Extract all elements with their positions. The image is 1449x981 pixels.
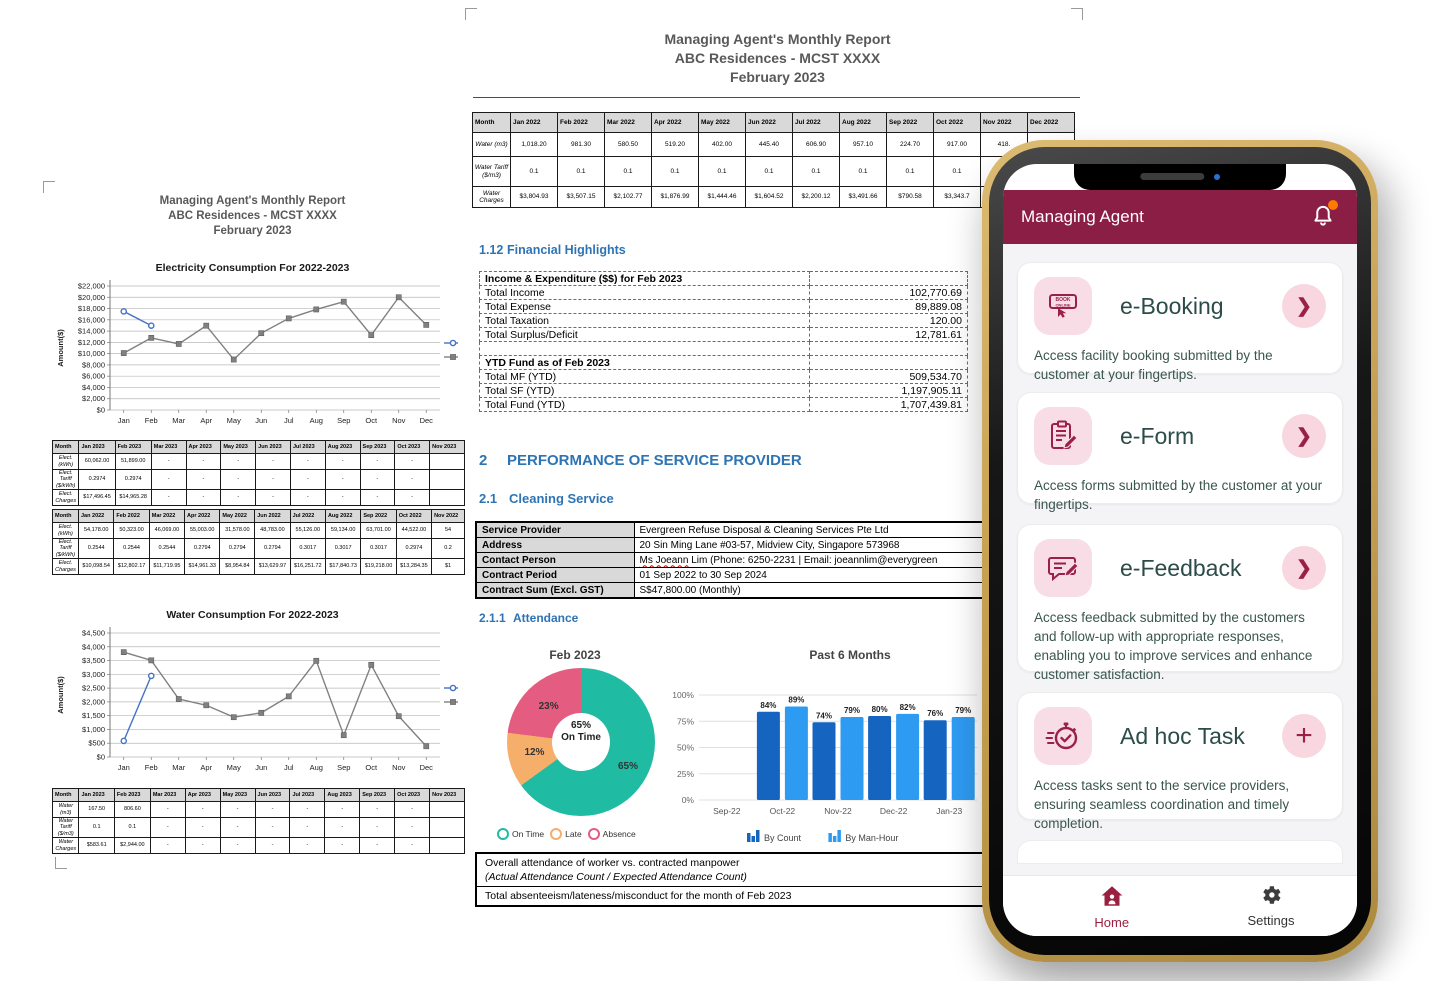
card-title: e-Feedback — [1120, 554, 1242, 581]
table-cell: 224.70 — [887, 133, 934, 157]
table-cell: 0.1 — [558, 157, 605, 187]
svg-text:Oct: Oct — [365, 416, 378, 425]
table-cell: - — [150, 802, 185, 818]
table-cell: - — [395, 838, 430, 854]
table-cell: - — [185, 802, 220, 818]
table-cell: - — [395, 490, 430, 506]
report-title: Managing Agent's Monthly Report ABC Residences - MCST XXXX February 2023 — [664, 31, 891, 85]
card-title: e-Booking — [1120, 292, 1224, 319]
svg-text:Jan-23: Jan-23 — [936, 806, 963, 816]
table-cell: $17,496.45 — [79, 490, 115, 506]
table-cell: - — [360, 818, 395, 838]
svg-text:Aug: Aug — [309, 416, 323, 425]
table-cell: - — [290, 490, 325, 506]
legend-item: Absence — [588, 828, 636, 840]
app-title: Managing Agent — [1021, 207, 1144, 226]
table-cell: 59,134.00 — [325, 523, 360, 539]
table-cell: 0.3017 — [290, 539, 325, 559]
table-cell: 957.10 — [840, 133, 887, 157]
e-booking-icon — [1034, 277, 1092, 335]
table-cell: - — [151, 470, 186, 490]
svg-text:$18,000: $18,000 — [77, 304, 105, 314]
speaker-grille — [1140, 173, 1204, 180]
table-cell: 55,126.00 — [290, 523, 325, 539]
table-cell — [430, 818, 465, 838]
table-cell: $19,218.00 — [361, 559, 396, 575]
app-content — [1003, 244, 1357, 876]
svg-text:May: May — [226, 763, 241, 772]
table-cell: 402.00 — [699, 133, 746, 157]
financial-highlights-heading: 1.12 Financial Highlights — [479, 243, 626, 257]
table-cell: - — [395, 818, 430, 838]
nav-label: Settings — [1247, 913, 1295, 928]
adhoc-task-icon — [1034, 707, 1092, 765]
app-header — [1003, 190, 1357, 244]
bottom-nav — [1003, 875, 1357, 936]
front-camera — [1214, 174, 1220, 180]
table-cell: 0.1 — [114, 818, 150, 838]
svg-text:80%: 80% — [871, 705, 888, 714]
donut-chart-title: Feb 2023 — [549, 648, 601, 662]
svg-text:Jul: Jul — [283, 763, 294, 772]
table-cell: $13,629.97 — [255, 559, 290, 575]
donut-slice-label: 23% — [538, 701, 559, 713]
notification-badge — [1328, 200, 1338, 210]
table-cell: - — [395, 454, 430, 470]
table-cell: $3,343.7 — [934, 187, 981, 208]
electricity-line-chart — [54, 276, 454, 437]
table-cell: - — [186, 454, 221, 470]
table-cell: 981.30 — [558, 133, 605, 157]
table-cell: - — [186, 470, 221, 490]
open-chevron-button[interactable]: ❯ — [1282, 284, 1326, 328]
water-chart-title: Water Consumption For 2022-2023 — [166, 609, 339, 621]
table-cell: - — [256, 470, 291, 490]
table-cell: $583.61 — [79, 838, 114, 854]
table-cell: 0.2544 — [149, 539, 184, 559]
table-cell — [430, 838, 465, 854]
phone-notch — [1074, 164, 1286, 190]
table-cell: 0.1 — [605, 157, 652, 187]
table-cell: - — [221, 470, 256, 490]
svg-text:50%: 50% — [676, 742, 694, 753]
table-cell: 0.2794 — [255, 539, 290, 559]
svg-text:By Man-Hour: By Man-Hour — [845, 833, 899, 843]
table-cell: - — [290, 802, 325, 818]
svg-text:Jan: Jan — [117, 763, 130, 772]
table-cell: 0.2794 — [185, 539, 220, 559]
table-cell: 0.2 — [432, 539, 465, 559]
table-cell: - — [395, 470, 430, 490]
svg-text:May: May — [226, 416, 241, 425]
next-card-partial — [1017, 840, 1343, 864]
table-cell: $16,251.72 — [290, 559, 325, 575]
svg-text:Apr: Apr — [200, 416, 213, 425]
table-cell: - — [290, 818, 325, 838]
svg-text:Jun: Jun — [255, 416, 268, 425]
table-cell: 46,069.00 — [149, 523, 184, 539]
table-cell: 55,003.00 — [185, 523, 220, 539]
table-cell: 60,062.00 — [79, 454, 115, 470]
table-cell: 0.2974 — [396, 539, 431, 559]
svg-text:$0: $0 — [96, 752, 105, 762]
table-cell: $14,961.33 — [185, 559, 220, 575]
svg-text:82%: 82% — [899, 702, 916, 712]
table-cell: 580.50 — [605, 133, 652, 157]
open-chevron-button[interactable]: ❯ — [1282, 546, 1326, 590]
svg-text:76%: 76% — [927, 709, 944, 719]
table-cell: - — [290, 454, 325, 470]
table-cell: - — [325, 454, 360, 470]
donut-slice-label: 12% — [524, 747, 545, 759]
svg-text:79%: 79% — [843, 706, 861, 716]
table-cell: - — [186, 490, 221, 506]
svg-text:Nov: Nov — [392, 416, 406, 425]
bar-legend-icon — [828, 830, 841, 842]
table-cell — [430, 470, 465, 490]
table-cell: - — [395, 802, 430, 818]
svg-text:Nov-22: Nov-22 — [824, 806, 852, 816]
table-cell: - — [151, 490, 186, 506]
bar-chart-title: Past 6 Months — [809, 648, 891, 662]
table-cell: 0.1 — [699, 157, 746, 187]
nav-item-home[interactable] — [1067, 883, 1157, 930]
crop-mark — [1071, 8, 1083, 20]
electricity-table-2023 — [52, 440, 465, 506]
svg-text:Dec-22: Dec-22 — [879, 806, 908, 816]
table-cell: $10,098.54 — [79, 559, 114, 575]
svg-text:0%: 0% — [681, 795, 694, 805]
svg-text:By Count: By Count — [764, 833, 802, 843]
svg-text:Jan: Jan — [117, 416, 130, 425]
table-cell: 519.20 — [652, 133, 699, 157]
table-cell: - — [150, 818, 185, 838]
month-table: Month Jan 2022 Feb 2022 Mar 2022 Apr 2022 May 2022 Jun 2022 Jul 2022 Aug 2022 Sep 2022 Oct 2022 Nov 2022 Dec 2022 Water (m3) 1,018.20 981.30 580.50 519.20 402.00 445.40 606.90 957.10 224.70 917.00 418. Water Tariff ($/m3) 0.1 0.1 0.1 0.1 0.1 0.1 0.1 0.1 0.1 0.1 Water Charges $3,804.93 $3,507.15 $2,102.77 $1,876.99 $1,444.46 $1,604.52 $2,200.12 $3,491.66 $790.58 $3,343.7 — [472, 112, 1075, 208]
table-cell: 418. — [981, 133, 1028, 157]
table-cell: - — [185, 818, 220, 838]
table-cell: 54,178.00 — [79, 523, 114, 539]
table-cell: $17,840.73 — [325, 559, 360, 575]
svg-text:Jun: Jun — [255, 763, 268, 772]
svg-text:$2,500: $2,500 — [82, 683, 105, 693]
table-cell: 50,323.00 — [114, 523, 149, 539]
card-e-form[interactable] — [1017, 392, 1343, 513]
table-cell: 0.2974 — [79, 470, 115, 490]
svg-text:Apr: Apr — [200, 763, 213, 772]
month-table: Month Jan 2022 Feb 2022 Mar 2022 Apr 2022 May 2022 Jun 2022 Jul 2022 Aug 2022 Sep 2022 Oct 2022 Nov 2022 Elect. (kWh) 54,178.00 50,323.00 46,069.00 55,003.00 31,578.00 48,783.00 55,126.00 59,134.00 63,701.00 44,522.00 54 Elect. Tariff ($/kWh) 0.2544 0.2544 0.2544 0.2794 0.2794 0.2794 0.3017 0.3017 0.3017 0.2974 0.2 Elect. Charges $10,098.54 $12,802.17 $11,719.95 $14,961.33 $8,954.84 $13,629.97 $16,251.72 $17,840.73 $19,218.00 $13,284.35 $1 — [52, 509, 465, 575]
table-cell: $3,804.93 — [511, 187, 558, 208]
svg-text:$2,000: $2,000 — [82, 394, 105, 404]
table-cell: $14,965.28 — [115, 490, 151, 506]
card-ad-hoc-task[interactable] — [1017, 692, 1343, 832]
svg-text:Dec: Dec — [419, 416, 433, 425]
svg-text:$1,500: $1,500 — [82, 711, 105, 721]
donut-center-label: 65% On Time — [561, 720, 601, 743]
table-cell: - — [255, 802, 290, 818]
table-cell: $1,876.99 — [652, 187, 699, 208]
table-cell: - — [290, 470, 325, 490]
svg-text:Nov: Nov — [392, 763, 406, 772]
table-cell: 0.2544 — [114, 539, 149, 559]
crop-mark — [55, 857, 67, 869]
month-table: Month Jan 2023 Feb 2023 Mar 2023 Apr 2023 May 2023 Jun 2023 Jul 2023 Aug 2023 Sep 2023 Oct 2023 Nov 2023 Elect. (kWh) 60,062.00 51,899.00 - - - - - - - - Elect. Tariff ($/kWh) 0.2974 0.2974 - - - - - - - - Elect. Charges $17,496.45 $14,965.28 - - - - - - - - — [52, 440, 465, 506]
table-cell: 167.50 — [79, 802, 114, 818]
table-cell: 0.2544 — [79, 539, 114, 559]
svg-text:Sep: Sep — [337, 763, 351, 772]
table-cell: $790.58 — [887, 187, 934, 208]
card-description: Access facility booking submitted by the customer at your fingertips. — [1034, 348, 1273, 383]
gear-icon — [1226, 883, 1316, 912]
table-cell: - — [150, 838, 185, 854]
svg-text:100%: 100% — [672, 690, 694, 700]
table-cell: - — [360, 470, 395, 490]
svg-text:$8,000: $8,000 — [82, 360, 105, 370]
svg-text:Oct: Oct — [365, 763, 378, 772]
table-cell: $1 — [432, 559, 465, 575]
svg-text:$0: $0 — [96, 405, 105, 415]
svg-text:75%: 75% — [676, 716, 694, 727]
report-page-charts — [40, 178, 465, 908]
table-cell: - — [256, 490, 291, 506]
svg-text:79%: 79% — [955, 706, 972, 716]
svg-text:Mar: Mar — [172, 763, 186, 772]
svg-text:Dec: Dec — [419, 763, 433, 772]
table-cell: 445.40 — [746, 133, 793, 157]
table-cell: - — [360, 454, 395, 470]
table-cell: - — [151, 454, 186, 470]
svg-text:25%: 25% — [676, 768, 694, 779]
water-line-chart — [54, 623, 454, 784]
table-cell: - — [221, 490, 256, 506]
table-cell: $3,491.66 — [840, 187, 887, 208]
table-cell: $1,604.52 — [746, 187, 793, 208]
svg-text:$6,000: $6,000 — [82, 371, 105, 381]
table-cell: 63,701.00 — [361, 523, 396, 539]
svg-text:$22,000: $22,000 — [77, 281, 105, 291]
attendance-bar-chart — [655, 665, 985, 855]
svg-text:Mar: Mar — [172, 416, 186, 425]
table-cell: 0.2974 — [115, 470, 151, 490]
table-cell: - — [360, 838, 395, 854]
card-e-booking[interactable] — [1017, 262, 1343, 383]
table-cell: - — [325, 802, 360, 818]
svg-text:Feb: Feb — [144, 416, 158, 425]
table-cell: 31,578.00 — [220, 523, 255, 539]
table-cell: 51,899.00 — [115, 454, 151, 470]
notification-bell-icon[interactable] — [1309, 202, 1337, 230]
table-cell: $8,954.84 — [220, 559, 255, 575]
svg-text:ONLINE: ONLINE — [1055, 302, 1071, 308]
table-cell: 0.1 — [793, 157, 840, 187]
card-description: Access feedback submitted by the customers and follow-up with appropriate responses, enabling you to improve services and enhance customer satisfaction. — [1034, 610, 1313, 683]
table-cell: $12,802.17 — [114, 559, 149, 575]
svg-text:$4,000: $4,000 — [82, 382, 105, 392]
svg-text:84%: 84% — [760, 700, 777, 710]
svg-text:$16,000: $16,000 — [77, 315, 105, 325]
income-expenditure-table: Income & Expenditure ($$) for Feb 2023 Total Income 102,770.69 Total Expense 89,889.08 Total Taxation 120.00 Total Surplus/Deficit 12,781.61 YTD Fund as of Feb 2023 Total MF (YTD) 509,534.70 Total SF (YTD) 1,197,905.11 Total Fund (YTD) 1,707,439.81 — [479, 271, 968, 412]
phone-screen — [1003, 164, 1357, 936]
table-cell: - — [220, 838, 255, 854]
legend-item: On Time — [497, 828, 544, 840]
table-cell: - — [360, 490, 395, 506]
table-cell: - — [255, 838, 290, 854]
chart-legend-marker — [444, 338, 464, 369]
report-title: Managing Agent's Monthly Report ABC Residences - MCST XXXX February 2023 — [159, 195, 346, 237]
svg-text:Sep: Sep — [337, 416, 351, 425]
chart-legend-marker — [444, 683, 464, 714]
donut-slice-label: 65% — [618, 760, 639, 772]
svg-text:$1,000: $1,000 — [82, 724, 105, 734]
svg-text:Oct-22: Oct-22 — [769, 806, 796, 816]
table-cell: - — [360, 802, 395, 818]
card-description: Access tasks sent to the service providers, ensuring seamless coordination and timely completion. — [1034, 778, 1290, 832]
table-cell: 54 — [432, 523, 465, 539]
svg-text:Amount($): Amount($) — [56, 329, 65, 367]
table-cell: $2,944.00 — [114, 838, 150, 854]
card-description: Access forms submitted by the customer at your fingertips. — [1034, 478, 1323, 513]
table-cell: $3,507.15 — [558, 187, 605, 208]
table-cell: 0.1 — [840, 157, 887, 187]
table-cell: 0.3017 — [325, 539, 360, 559]
table-cell: - — [290, 838, 325, 854]
table-cell: $13,284.35 — [396, 559, 431, 575]
table-cell: 0.2794 — [220, 539, 255, 559]
svg-text:$10,000: $10,000 — [77, 349, 105, 359]
table-cell: 0.1 — [934, 157, 981, 187]
card-e-feedback[interactable] — [1017, 524, 1343, 683]
attendance-donut-chart — [507, 668, 655, 816]
section-2-1-1-heading: 2.1.1 Attendance — [479, 611, 579, 625]
svg-text:$4,000: $4,000 — [82, 642, 105, 652]
month-table: Month Jan 2023 Feb 2023 Mar 2023 Apr 2023 May 2023 Jun 2023 Jul 2023 Aug 2023 Sep 2023 Oct 2023 Nov 2023 Water (m3) 167.50 806.60 - - - - - - - - Water Tariff ($/m3) 0.1 0.1 - - - - - - - - Water Charges $583.61 $2,944.00 - - - - - - - - — [52, 788, 465, 854]
svg-text:$14,000: $14,000 — [77, 326, 105, 336]
nav-item-settings[interactable] — [1226, 883, 1316, 928]
legend-item: Late — [550, 828, 582, 840]
table-cell: - — [220, 802, 255, 818]
nav-label: Home — [1094, 915, 1130, 930]
table-cell: 606.90 — [793, 133, 840, 157]
table-cell: 806.60 — [114, 802, 150, 818]
crop-mark — [43, 181, 55, 193]
table-cell: - — [220, 818, 255, 838]
donut-legend — [497, 828, 636, 840]
svg-text:Jul: Jul — [283, 416, 294, 425]
svg-text:$20,000: $20,000 — [77, 292, 105, 302]
table-cell: - — [325, 490, 360, 506]
add-task-button[interactable]: + — [1282, 714, 1326, 758]
svg-text:Feb: Feb — [144, 763, 158, 772]
svg-text:Sep-22: Sep-22 — [713, 806, 741, 816]
attendance-notes-table: Overall attendance of worker vs. contracted manpower (Actual Attendance Count / Expected Attendance Count) Total absenteeism/lateness/misconduct for the month of Feb 2023 — [475, 852, 1077, 907]
table-cell: 0.1 — [887, 157, 934, 187]
e-form-icon — [1034, 407, 1092, 465]
table-cell — [430, 454, 465, 470]
svg-text:$12,000: $12,000 — [77, 337, 105, 347]
svg-text:Aug: Aug — [309, 763, 323, 772]
table-cell: $2,102.77 — [605, 187, 652, 208]
table-cell: 917.00 — [934, 133, 981, 157]
water-table-2023 — [52, 788, 465, 854]
svg-text:$4,500: $4,500 — [82, 628, 105, 638]
svg-text:$500: $500 — [88, 738, 105, 748]
svg-text:BOOK: BOOK — [1055, 297, 1071, 303]
card-title: Ad hoc Task — [1120, 722, 1245, 749]
open-chevron-button[interactable]: ❯ — [1282, 414, 1326, 458]
divider — [473, 97, 1080, 98]
svg-text:89%: 89% — [788, 695, 805, 705]
bar-legend-icon — [747, 830, 760, 842]
table-cell: 1,018.20 — [511, 133, 558, 157]
table-cell: 0.3017 — [361, 539, 396, 559]
table-cell: - — [256, 454, 291, 470]
home-icon — [1067, 883, 1157, 914]
electricity-table-2022 — [52, 509, 465, 575]
svg-text:$3,500: $3,500 — [82, 656, 105, 666]
svg-text:$3,000: $3,000 — [82, 669, 105, 679]
table-cell: - — [185, 838, 220, 854]
table-cell: - — [325, 470, 360, 490]
table-cell — [430, 490, 465, 506]
table-cell: $1,444.46 — [699, 187, 746, 208]
table-cell: $11,719.95 — [149, 559, 184, 575]
table-cell: 0.1 — [511, 157, 558, 187]
table-cell: 44,522.00 — [396, 523, 431, 539]
cleaning-service-table: Service Provider Evergreen Refuse Disposal & Cleaning Services Pte Ltd Address 20 Sin Ming Lane #03-57, Midview City, Singapore 573968 Contact Person Ms Joeann Lim (Phone: 6250-2231 | Email: joeannlim@everygreen Contract Period 01 Sep 2022 to 30 Sep 2024 Contract Sum (Excl. GST) S$47,800.00 (Monthly) — [475, 521, 1037, 599]
table-cell: 0.1 — [746, 157, 793, 187]
table-cell — [430, 802, 465, 818]
table-cell: 0.1 — [652, 157, 699, 187]
crop-mark — [465, 8, 477, 20]
table-cell: 0.1 — [79, 818, 114, 838]
e-feedback-icon — [1034, 539, 1092, 597]
table-cell: - — [255, 818, 290, 838]
electricity-chart-title: Electricity Consumption For 2022-2023 — [155, 262, 350, 274]
svg-text:74%: 74% — [815, 711, 833, 721]
table-cell: - — [221, 454, 256, 470]
phone-mockup — [982, 140, 1378, 962]
section-2-heading: 2 PERFORMANCE OF SERVICE PROVIDER — [479, 452, 802, 469]
table-cell: - — [325, 818, 360, 838]
svg-text:Amount($): Amount($) — [56, 676, 65, 714]
table-cell: $2,200.12 — [793, 187, 840, 208]
table-cell: 48,783.00 — [255, 523, 290, 539]
table-cell: - — [325, 838, 360, 854]
section-2-1-heading: 2.1 Cleaning Service — [479, 491, 614, 506]
card-title: e-Form — [1120, 422, 1195, 449]
svg-text:$2,000: $2,000 — [82, 697, 105, 707]
